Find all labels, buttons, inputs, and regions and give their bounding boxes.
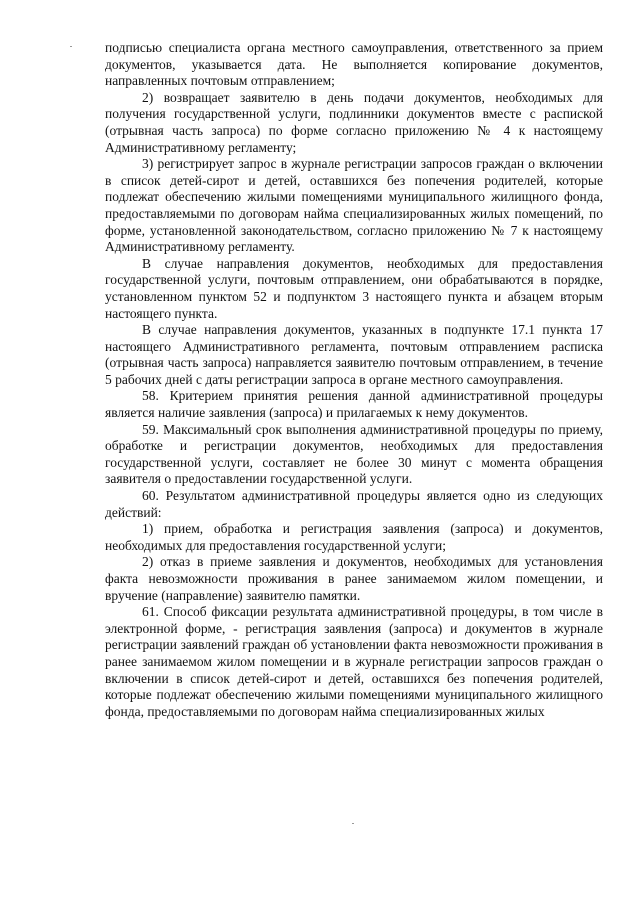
paragraph-postal-receipt: В случае направления документов, указанных в подпункте 17.1 пункта 17 настоящего Административного регламента, почтовым отправлением расписка (отрывная часть запроса) направляется заявителю почтовым отправлением, в течение 5 рабочих дней с даты регистрации запроса в органе местного самоуправления. bbox=[105, 322, 603, 387]
scan-speck bbox=[70, 46, 72, 47]
paragraph-58: 58. Критерием принятия решения данной административной процедуры является наличие заявления (запроса) и прилагаемых к нему документов. bbox=[105, 388, 603, 421]
paragraph-61: 61. Способ фиксации результата административной процедуры, в том числе в электронной форме, - регистрация заявления (запроса) и документов в журнале регистрации заявлений граждан об установлении факта невозможности проживания в ранее занимаемом жилом помещении и в журнале регистрации запросов граждан о включении в список детей-сирот и детей, оставшихся без попечения родителей, которые подлежат обеспечению жилыми помещениями муниципального жилищного фонда, предоставляемыми по договорам найма специализированных жилых bbox=[105, 604, 603, 719]
paragraph-postal-processing: В случае направления документов, необходимых для предоставления государственной услуги, почтовым отправлением, они обрабатываются в порядке, установленном пунктом 52 и подпунктом 3 настоящего пункта и абзацем вторым настоящего пункта. bbox=[105, 255, 603, 321]
paragraph-60: 60. Результатом административной процедуры является одно из следующих действий: bbox=[105, 488, 603, 520]
paragraph-continuation: подписью специалиста органа местного самоуправления, ответственного за прием документов, указывается дата. Не выполняется копирование документов, направленных почтовым отправлением; bbox=[105, 40, 603, 89]
document-page bbox=[105, 40, 603, 720]
paragraph-item-3: 3) регистрирует запрос в журнале регистрации запросов граждан о включении в список детей-сирот и детей, оставшихся без попечения родителей, которые подлежат обеспечению жилыми помещениями муниципального жилищного фонда, предоставляемыми по договорам найма специализированных жилых помещений, по форме, установленной законодательством, согласно приложению № 7 к настоящему Административному регламенту. bbox=[105, 156, 603, 255]
scan-speck bbox=[352, 823, 354, 824]
paragraph-60-item-2: 2) отказ в приеме заявления и документов, необходимых для установления факта невозможности проживания в ранее занимаемом жилом помещении, и вручение (направление) заявителю памятки. bbox=[105, 554, 603, 603]
paragraph-60-item-1: 1) прием, обработка и регистрация заявления (запроса) и документов, необходимых для предоставления государственной услуги; bbox=[105, 521, 603, 553]
paragraph-item-2: 2) возвращает заявителю в день подачи документов, необходимых для получения государственной услуги, подлинники документов вместе с распиской (отрывная часть запроса) по форме согласно приложению № 4 к настоящему Административному регламенту; bbox=[105, 89, 603, 155]
paragraph-59: 59. Максимальный срок выполнения административной процедуры по приему, обработке и регистрации документов, необходимых для предоставления государственной услуги, составляет не более 30 минут с момента обращения заявителя о предоставлении государственной услуги. bbox=[105, 421, 603, 487]
